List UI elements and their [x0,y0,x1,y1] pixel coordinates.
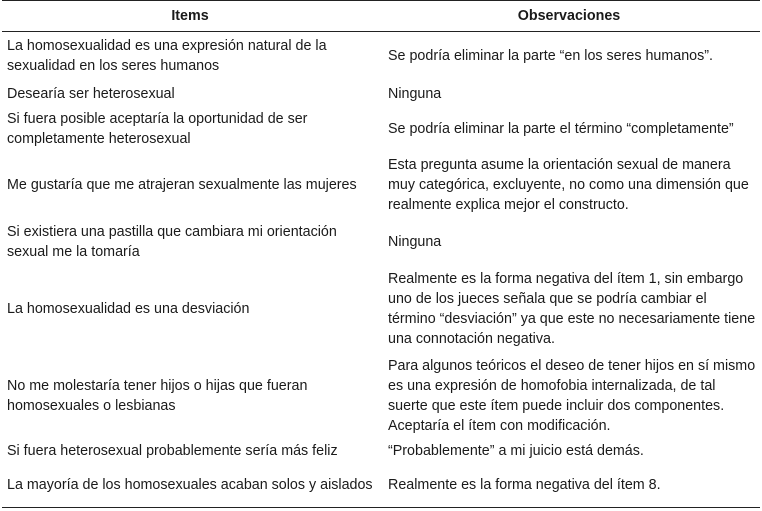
table-row [2,353,760,439]
item-cell: Desearía ser heterosexual [7,85,175,102]
table-row [2,107,760,152]
table-row [2,81,760,107]
observation-cell: Se podría eliminar la parte el término “completamente” [388,121,734,137]
observation-cell: Realmente es la forma negativa del ítem 1, sin embargo uno de los jueces señala que se podría cambiar el término “desviación” ya que este no necesariamente tiene una connotación negativa. [388,271,756,347]
item-cell: La mayoría de los homosexuales acaban solos y aislados [2,464,378,508]
observation-cell: Esta pregunta asume la orientación sexual de manera muy categórica, excluyente, no como una dimensión que realmente explica mejor el constructo. [388,156,749,213]
observation-cell: Para algunos teóricos el deseo de tener hijos en sí mismo es una expresión de homofobia internalizada, de tal suerte que este ítem puede incluir dos componentes. Aceptaría el ítem con modificación. [388,357,756,434]
observation-cell: Ninguna [388,85,442,102]
table-row [2,439,760,464]
header-row [2,1,760,32]
item-cell: La homosexualidad es una desviación [7,301,250,317]
observation-cell: Se podría eliminar la parte “en los seres humanos”. [388,48,714,65]
item-cell: Si fuera posible aceptaría la oportunidad de ser completamente heterosexual [7,111,308,147]
observation-cell: Ninguna [388,233,442,250]
table-row [2,32,760,81]
header-items: Items [2,1,378,32]
observation-cell: “Probablemente” a mi juicio está demás. [388,443,644,459]
evaluation-table [2,0,760,508]
items-observations-table [2,0,760,508]
item-cell: Si fuera heterosexual probablemente sería más feliz [7,443,338,459]
table-row [2,218,760,266]
table-row [2,266,760,353]
observation-cell: Realmente es la forma negativa del ítem 8. [378,464,760,508]
item-cell: Me gustaría que me atrajeran sexualmente las mujeres [7,176,357,193]
table-row [2,152,760,218]
item-cell: La homosexualidad es una expresión natural de la sexualidad en los seres humanos [7,38,327,75]
table-row [2,464,760,508]
item-cell: Si existiera una pastilla que cambiara mi orientación sexual me la tomaría [7,223,337,260]
item-cell: No me molestaría tener hijos o hijas que fueran homosexuales o lesbianas [7,377,308,414]
header-observaciones: Observaciones [378,1,760,32]
